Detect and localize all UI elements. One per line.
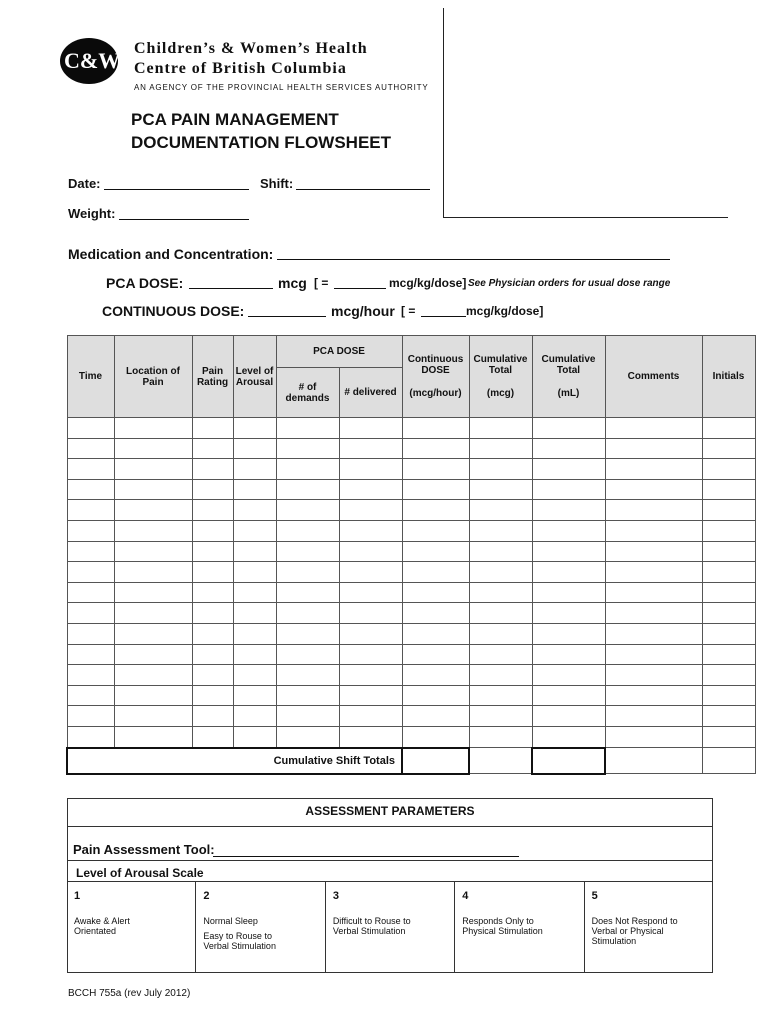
cont-bracket-unit: mcg/kg/dose] bbox=[466, 304, 544, 318]
table-cell[interactable] bbox=[233, 644, 276, 665]
table-cell[interactable] bbox=[605, 500, 702, 521]
table-cell[interactable] bbox=[339, 459, 402, 480]
table-cell[interactable] bbox=[605, 665, 702, 686]
table-cell[interactable] bbox=[114, 603, 192, 624]
arousal-level-1: 1 Awake & Alert Orientated bbox=[74, 890, 130, 936]
date-field[interactable] bbox=[104, 175, 249, 190]
table-cell[interactable] bbox=[67, 459, 114, 480]
table-cell[interactable] bbox=[276, 623, 339, 644]
table-cell[interactable] bbox=[192, 438, 233, 459]
table-cell[interactable] bbox=[67, 623, 114, 644]
arousal-scale-row bbox=[67, 881, 713, 973]
table-cell[interactable] bbox=[114, 459, 192, 480]
table-cell[interactable] bbox=[233, 665, 276, 686]
continuous-dose-field[interactable] bbox=[248, 302, 326, 317]
cumulative-continuous-cell[interactable] bbox=[402, 748, 469, 774]
table-cell[interactable] bbox=[276, 418, 339, 439]
header-pca-dose: PCA DOSE bbox=[276, 336, 402, 368]
table-cell[interactable] bbox=[233, 603, 276, 624]
table-cell[interactable] bbox=[702, 541, 755, 562]
table-cell[interactable] bbox=[402, 685, 469, 706]
pain-tool-field[interactable] bbox=[213, 842, 519, 857]
table-cell[interactable] bbox=[233, 438, 276, 459]
table-cell[interactable] bbox=[192, 706, 233, 727]
table-cell[interactable] bbox=[339, 623, 402, 644]
table-cell[interactable] bbox=[605, 603, 702, 624]
table-cell[interactable] bbox=[192, 603, 233, 624]
pca-bracket-open: [ = bbox=[314, 276, 329, 290]
table-cell[interactable] bbox=[114, 418, 192, 439]
table-cell[interactable] bbox=[469, 479, 532, 500]
table-cell[interactable] bbox=[469, 582, 532, 603]
table-cell[interactable] bbox=[402, 479, 469, 500]
table-cell[interactable] bbox=[114, 479, 192, 500]
table-cell[interactable] bbox=[605, 685, 702, 706]
header-arousal: Level of Arousal bbox=[233, 336, 276, 418]
table-cell[interactable] bbox=[702, 418, 755, 439]
table-cell[interactable] bbox=[67, 479, 114, 500]
table-cell[interactable] bbox=[605, 438, 702, 459]
shift-field[interactable] bbox=[296, 175, 430, 190]
table-cell[interactable] bbox=[192, 479, 233, 500]
header-delivered: # delivered bbox=[339, 368, 402, 418]
header-cum-total-mcg: Cumulative Total (mcg) bbox=[469, 336, 532, 418]
table-cell[interactable] bbox=[702, 582, 755, 603]
table-cell[interactable] bbox=[469, 438, 532, 459]
table-row bbox=[67, 603, 755, 624]
header-continuous: Continuous DOSE (mcg/hour) bbox=[402, 336, 469, 418]
table-cell[interactable] bbox=[276, 706, 339, 727]
table-cell[interactable] bbox=[402, 459, 469, 480]
table-cell[interactable] bbox=[532, 541, 605, 562]
header-pain-rating: Pain Rating bbox=[192, 336, 233, 418]
table-cell[interactable] bbox=[702, 706, 755, 727]
table-cell[interactable] bbox=[339, 438, 402, 459]
table-cell[interactable] bbox=[276, 520, 339, 541]
arousal-level-2: 2 Normal Sleep Easy to Rouse to Verbal Stimulation bbox=[195, 882, 324, 973]
arousal-scale-label: Level of Arousal Scale bbox=[76, 866, 204, 880]
table-cell[interactable] bbox=[702, 685, 755, 706]
table-row bbox=[67, 459, 755, 480]
table-row bbox=[67, 562, 755, 583]
table-cell[interactable] bbox=[233, 479, 276, 500]
table-cell[interactable] bbox=[114, 520, 192, 541]
table-cell[interactable] bbox=[605, 623, 702, 644]
table-cell[interactable] bbox=[114, 623, 192, 644]
table-cell[interactable] bbox=[532, 685, 605, 706]
table-cell[interactable] bbox=[192, 520, 233, 541]
table-cell[interactable] bbox=[605, 706, 702, 727]
table-cell[interactable] bbox=[67, 665, 114, 686]
table-cell[interactable] bbox=[702, 644, 755, 665]
header-time: Time bbox=[67, 336, 114, 418]
table-cell[interactable] bbox=[605, 479, 702, 500]
assessment-divider bbox=[67, 826, 713, 827]
cumulative-mcg-cell[interactable] bbox=[469, 748, 532, 774]
cont-mcgkg-field[interactable] bbox=[421, 302, 466, 317]
table-cell[interactable] bbox=[192, 418, 233, 439]
table-cell[interactable] bbox=[67, 520, 114, 541]
table-cell[interactable] bbox=[233, 685, 276, 706]
pain-tool-label: Pain Assessment Tool: bbox=[73, 842, 215, 857]
pca-bracket-unit: mcg/kg/dose] bbox=[389, 276, 467, 290]
table-cell[interactable] bbox=[605, 459, 702, 480]
table-cell[interactable] bbox=[192, 726, 233, 747]
table-cell[interactable] bbox=[532, 644, 605, 665]
table-cell[interactable] bbox=[67, 685, 114, 706]
table-row bbox=[67, 582, 755, 603]
table-cell[interactable] bbox=[402, 726, 469, 747]
table-cell[interactable] bbox=[702, 500, 755, 521]
table-cell[interactable] bbox=[276, 685, 339, 706]
pca-dose-field[interactable] bbox=[189, 274, 273, 289]
table-cell[interactable] bbox=[339, 685, 402, 706]
table-row bbox=[67, 418, 755, 439]
medication-field[interactable] bbox=[277, 245, 670, 260]
table-cell[interactable] bbox=[605, 418, 702, 439]
table-cell[interactable] bbox=[276, 726, 339, 747]
table-row bbox=[67, 706, 755, 727]
table-cell[interactable] bbox=[469, 459, 532, 480]
table-cell[interactable] bbox=[605, 582, 702, 603]
table-cell[interactable] bbox=[192, 623, 233, 644]
table-cell[interactable] bbox=[532, 706, 605, 727]
table-cell[interactable] bbox=[402, 603, 469, 624]
table-cell[interactable] bbox=[67, 500, 114, 521]
table-cell[interactable] bbox=[339, 706, 402, 727]
table-cell[interactable] bbox=[402, 438, 469, 459]
table-row bbox=[67, 665, 755, 686]
header-location: Location of Pain bbox=[114, 336, 192, 418]
table-cell[interactable] bbox=[276, 500, 339, 521]
table-cell[interactable] bbox=[233, 562, 276, 583]
table-cell[interactable] bbox=[114, 685, 192, 706]
table-cell[interactable] bbox=[339, 500, 402, 521]
table-row bbox=[67, 644, 755, 665]
table-row bbox=[67, 520, 755, 541]
table-cell[interactable] bbox=[67, 726, 114, 747]
label-box-bottom-border bbox=[443, 217, 728, 218]
arousal-level-3: 3 Difficult to Rouse to Verbal Stimulation bbox=[325, 882, 454, 973]
table-row bbox=[67, 685, 755, 706]
table-cell[interactable] bbox=[532, 520, 605, 541]
table-cell[interactable] bbox=[276, 665, 339, 686]
arousal-level-4: 4 Responds Only to Physical Stimulation bbox=[454, 882, 583, 973]
table-cell[interactable] bbox=[114, 541, 192, 562]
table-cell[interactable] bbox=[702, 520, 755, 541]
table-cell[interactable] bbox=[532, 582, 605, 603]
pca-dose-unit: mcg bbox=[278, 275, 307, 291]
table-cell[interactable] bbox=[276, 479, 339, 500]
table-cell[interactable] bbox=[233, 623, 276, 644]
header-cum-total-ml: Cumulative Total (mL) bbox=[532, 336, 605, 418]
table-cell[interactable] bbox=[702, 459, 755, 480]
table-cell[interactable] bbox=[702, 562, 755, 583]
weight-field[interactable] bbox=[119, 205, 249, 220]
table-cell[interactable] bbox=[469, 562, 532, 583]
table-cell[interactable] bbox=[469, 500, 532, 521]
table-cell[interactable] bbox=[114, 665, 192, 686]
table-cell[interactable] bbox=[339, 520, 402, 541]
table-cell[interactable] bbox=[192, 644, 233, 665]
table-row bbox=[67, 726, 755, 747]
table-cell[interactable] bbox=[233, 500, 276, 521]
arousal-level-5: 5 Does Not Respond to Verbal or Physical Stimulation bbox=[584, 882, 713, 973]
table-cell[interactable] bbox=[233, 706, 276, 727]
table-cell[interactable] bbox=[469, 644, 532, 665]
table-cell[interactable] bbox=[532, 418, 605, 439]
table-cell[interactable] bbox=[192, 541, 233, 562]
logo-text: C&W bbox=[64, 48, 121, 73]
table-cell[interactable] bbox=[402, 500, 469, 521]
form-title-line2: DOCUMENTATION FLOWSHEET bbox=[131, 133, 392, 152]
table-cell[interactable] bbox=[469, 520, 532, 541]
table-cell[interactable] bbox=[276, 562, 339, 583]
table-cell[interactable] bbox=[339, 562, 402, 583]
table-cell[interactable] bbox=[532, 562, 605, 583]
table-cell[interactable] bbox=[605, 726, 702, 747]
table-cell[interactable] bbox=[702, 438, 755, 459]
table-cell[interactable] bbox=[702, 623, 755, 644]
table-cell[interactable] bbox=[469, 541, 532, 562]
table-cell[interactable] bbox=[192, 562, 233, 583]
table-cell[interactable] bbox=[276, 459, 339, 480]
table-cell[interactable] bbox=[402, 706, 469, 727]
table-cell[interactable] bbox=[469, 726, 532, 747]
table-cell[interactable] bbox=[339, 541, 402, 562]
table-cell[interactable] bbox=[114, 438, 192, 459]
cumulative-ml-cell[interactable] bbox=[532, 748, 605, 774]
table-cell[interactable] bbox=[192, 685, 233, 706]
label-box-left-border bbox=[443, 8, 444, 218]
table-cell[interactable] bbox=[67, 541, 114, 562]
pca-dose-label: PCA DOSE: bbox=[106, 275, 184, 291]
table-cell[interactable] bbox=[605, 541, 702, 562]
table-cell[interactable] bbox=[402, 418, 469, 439]
continuous-dose-label: CONTINUOUS DOSE: bbox=[102, 303, 245, 319]
table-cell[interactable] bbox=[469, 706, 532, 727]
table-cell[interactable] bbox=[67, 562, 114, 583]
table-cell[interactable] bbox=[605, 562, 702, 583]
table-row bbox=[67, 623, 755, 644]
org-subtitle: AN AGENCY OF THE PROVINCIAL HEALTH SERVICES AUTHORITY bbox=[134, 83, 429, 92]
cont-bracket-open: [ = bbox=[401, 304, 416, 318]
header-initials: Initials bbox=[702, 336, 755, 418]
date-label: Date: bbox=[68, 176, 101, 191]
weight-label: Weight: bbox=[68, 206, 116, 221]
cumulative-comments-cell[interactable] bbox=[605, 748, 702, 774]
table-row bbox=[67, 500, 755, 521]
table-cell[interactable] bbox=[114, 726, 192, 747]
form-number: BCCH 755a (rev July 2012) bbox=[68, 988, 191, 999]
table-cell[interactable] bbox=[469, 685, 532, 706]
continuous-dose-unit: mcg/hour bbox=[331, 303, 395, 319]
cumulative-initials-cell[interactable] bbox=[702, 748, 755, 774]
table-cell[interactable] bbox=[233, 459, 276, 480]
table-cell[interactable] bbox=[605, 520, 702, 541]
flowsheet-table bbox=[66, 335, 756, 775]
table-cell[interactable] bbox=[114, 644, 192, 665]
org-name-line1: Children’s & Women’s Health bbox=[134, 40, 368, 57]
assessment-title: ASSESSMENT PARAMETERS bbox=[305, 804, 475, 818]
pca-mcgkg-field[interactable] bbox=[334, 274, 386, 289]
shift-label: Shift: bbox=[260, 176, 294, 191]
table-cell[interactable] bbox=[532, 726, 605, 747]
table-cell[interactable] bbox=[605, 644, 702, 665]
table-cell[interactable] bbox=[532, 479, 605, 500]
table-cell[interactable] bbox=[114, 706, 192, 727]
table-cell[interactable] bbox=[532, 500, 605, 521]
table-cell[interactable] bbox=[67, 418, 114, 439]
table-cell[interactable] bbox=[469, 418, 532, 439]
table-cell[interactable] bbox=[532, 623, 605, 644]
table-cell[interactable] bbox=[339, 418, 402, 439]
table-cell[interactable] bbox=[233, 418, 276, 439]
table-cell[interactable] bbox=[339, 726, 402, 747]
medication-label: Medication and Concentration: bbox=[68, 246, 274, 262]
table-cell[interactable] bbox=[192, 582, 233, 603]
table-cell[interactable] bbox=[67, 644, 114, 665]
table-cell[interactable] bbox=[702, 603, 755, 624]
table-cell[interactable] bbox=[532, 665, 605, 686]
cumulative-shift-totals-label: Cumulative Shift Totals bbox=[67, 748, 402, 774]
table-cell[interactable] bbox=[233, 541, 276, 562]
table-cell[interactable] bbox=[339, 479, 402, 500]
table-cell[interactable] bbox=[702, 479, 755, 500]
table-cell[interactable] bbox=[192, 500, 233, 521]
table-cell[interactable] bbox=[276, 582, 339, 603]
table-cell[interactable] bbox=[702, 726, 755, 747]
table-cell[interactable] bbox=[114, 562, 192, 583]
table-cell[interactable] bbox=[339, 582, 402, 603]
table-row bbox=[67, 438, 755, 459]
table-cell[interactable] bbox=[67, 706, 114, 727]
table-cell[interactable] bbox=[233, 520, 276, 541]
table-cell[interactable] bbox=[532, 438, 605, 459]
org-name-line2: Centre of British Columbia bbox=[134, 60, 347, 77]
table-cell[interactable] bbox=[402, 541, 469, 562]
assessment-divider-2 bbox=[67, 860, 713, 861]
table-row bbox=[67, 479, 755, 500]
table-cell[interactable] bbox=[67, 582, 114, 603]
table-cell[interactable] bbox=[532, 603, 605, 624]
table-cell[interactable] bbox=[192, 665, 233, 686]
table-cell[interactable] bbox=[402, 562, 469, 583]
table-cell[interactable] bbox=[702, 665, 755, 686]
table-cell[interactable] bbox=[339, 603, 402, 624]
form-title-line1: PCA PAIN MANAGEMENT bbox=[131, 110, 339, 129]
table-cell[interactable] bbox=[339, 665, 402, 686]
table-cell[interactable] bbox=[67, 438, 114, 459]
table-cell[interactable] bbox=[114, 500, 192, 521]
table-cell[interactable] bbox=[67, 603, 114, 624]
table-cell[interactable] bbox=[402, 644, 469, 665]
table-cell[interactable] bbox=[469, 623, 532, 644]
table-cell[interactable] bbox=[402, 665, 469, 686]
table-cell[interactable] bbox=[402, 623, 469, 644]
table-cell[interactable] bbox=[276, 603, 339, 624]
table-cell[interactable] bbox=[233, 726, 276, 747]
table-cell[interactable] bbox=[402, 520, 469, 541]
table-cell[interactable] bbox=[402, 582, 469, 603]
table-cell[interactable] bbox=[469, 603, 532, 624]
table-cell[interactable] bbox=[233, 582, 276, 603]
table-cell[interactable] bbox=[276, 438, 339, 459]
table-cell[interactable] bbox=[192, 459, 233, 480]
table-row bbox=[67, 541, 755, 562]
table-cell[interactable] bbox=[469, 665, 532, 686]
header-demands: # of demands bbox=[276, 368, 339, 418]
table-cell[interactable] bbox=[114, 582, 192, 603]
table-cell[interactable] bbox=[276, 541, 339, 562]
table-cell[interactable] bbox=[532, 459, 605, 480]
pca-note: See Physician orders for usual dose range bbox=[468, 278, 671, 289]
header-comments: Comments bbox=[605, 336, 702, 418]
table-cell[interactable] bbox=[276, 644, 339, 665]
table-cell[interactable] bbox=[339, 644, 402, 665]
